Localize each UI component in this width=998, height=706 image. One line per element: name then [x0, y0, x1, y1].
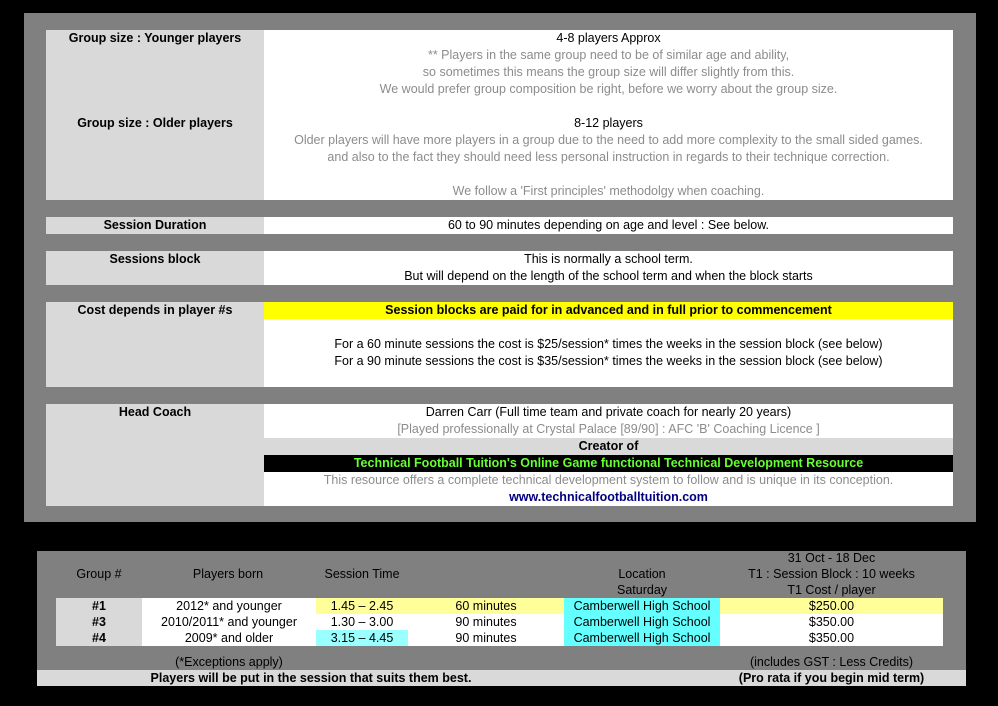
sessions-block-line: This is normally a school term.	[524, 252, 693, 266]
resource-title: Technical Football Tuition's Online Game functional Technical Development Resource	[264, 455, 953, 472]
session-time: 1.30 – 3.00	[316, 614, 408, 630]
sessions-block-value-cell	[264, 251, 953, 285]
cost: $250.00	[720, 598, 943, 614]
group-size-younger-label: Group size : Younger players	[68, 31, 242, 45]
methodology-line: We follow a 'First principles' methodolgy when coaching.	[452, 184, 765, 198]
session-duration: 60 minutes	[408, 598, 564, 614]
head-coach-value-cell	[264, 404, 953, 506]
sessions-block-label: Sessions block	[109, 252, 201, 266]
session-duration: 90 minutes	[408, 614, 564, 630]
players-born: 2009* and older	[142, 630, 316, 646]
session-duration-label-cell	[46, 217, 264, 234]
session-time: 3.15 – 4.45	[316, 630, 408, 646]
header-day: Saturday	[616, 583, 668, 597]
cost-label-cell	[46, 302, 264, 387]
session-duration-label: Session Duration	[103, 218, 207, 232]
group-note-line: so sometimes this means the group size will differ slightly from this.	[422, 65, 795, 79]
website-link[interactable]: www.technicalfootballtuition.com	[509, 490, 708, 504]
cost-line-90: For a 90 minute sessions the cost is $35/session* times the weeks in the session block (see below)	[334, 354, 883, 368]
exceptions-note: (*Exceptions apply)	[175, 655, 283, 669]
term-block: T1 : Session Block : 10 weeks	[748, 567, 915, 581]
group-size-older-label: Group size : Older players	[77, 116, 233, 130]
players-born: 2010/2011* and younger	[142, 614, 316, 630]
header-session-time: Session Time	[324, 567, 400, 581]
group-note-line: ** Players in the same group need to be of similar age and ability,	[427, 48, 790, 62]
placement-note: Players will be put in the session that suits them best.	[150, 671, 472, 685]
group-note-line: We would prefer group composition be right, before we worry about the group size.	[379, 82, 838, 96]
creator-of-label: Creator of	[264, 438, 953, 455]
group-note-line: and also to the fact they should need less personal instruction in regards to their technique correction.	[327, 150, 890, 164]
cost-value-cell	[264, 302, 953, 387]
older-size: 8-12 players	[574, 116, 643, 130]
head-coach-label: Head Coach	[118, 405, 192, 419]
header-location: Location	[618, 567, 666, 581]
group-size-value-cell	[264, 30, 953, 200]
group-number: #4	[56, 630, 142, 646]
sessions-block-line: But will depend on the length of the school term and when the block starts	[404, 269, 813, 283]
group-number: #1	[56, 598, 142, 614]
header-cost: T1 Cost / player	[787, 583, 876, 597]
location: Camberwell High School	[564, 614, 720, 630]
group-number: #3	[56, 614, 142, 630]
players-born: 2012* and younger	[142, 598, 316, 614]
cost: $350.00	[720, 630, 943, 646]
location: Camberwell High School	[564, 598, 720, 614]
cost: $350.00	[720, 614, 943, 630]
session-time: 1.45 – 2.45	[316, 598, 408, 614]
header-group: Group #	[76, 567, 122, 581]
group-size-label-cell	[46, 30, 264, 200]
head-coach-label-cell	[46, 404, 264, 506]
session-duration-value: 60 to 90 minutes depending on age and level : See below.	[447, 218, 770, 232]
group-note-line: Older players will have more players in a group due to the need to add more complexity to the small sided games.	[294, 133, 923, 147]
gst-note: (includes GST : Less Credits)	[749, 655, 914, 669]
resource-description: This resource offers a complete technical development system to follow and is unique in its conception.	[323, 473, 894, 487]
term-dates: 31 Oct - 18 Dec	[787, 551, 876, 565]
pro-rata-note: (Pro rata if you begin mid term)	[738, 671, 925, 685]
cost-label: Cost depends in player #s	[77, 303, 233, 317]
location: Camberwell High School	[564, 630, 720, 646]
younger-size: 4-8 players Approx	[556, 31, 661, 45]
session-duration: 90 minutes	[408, 630, 564, 646]
sessions-block-label-cell	[46, 251, 264, 285]
session-duration-value-cell	[264, 217, 953, 234]
payment-banner: Session blocks are paid for in advanced and in full prior to commencement	[264, 302, 953, 319]
coach-name: Darren Carr (Full time team and private coach for nearly 20 years)	[425, 405, 792, 419]
cost-line-60: For a 60 minute sessions the cost is $25/session* times the weeks in the session block (see below)	[334, 337, 883, 351]
header-players-born: Players born	[192, 567, 264, 581]
coach-history: [Played professionally at Crystal Palace [89/90] : AFC 'B' Coaching Licence ]	[397, 422, 820, 436]
